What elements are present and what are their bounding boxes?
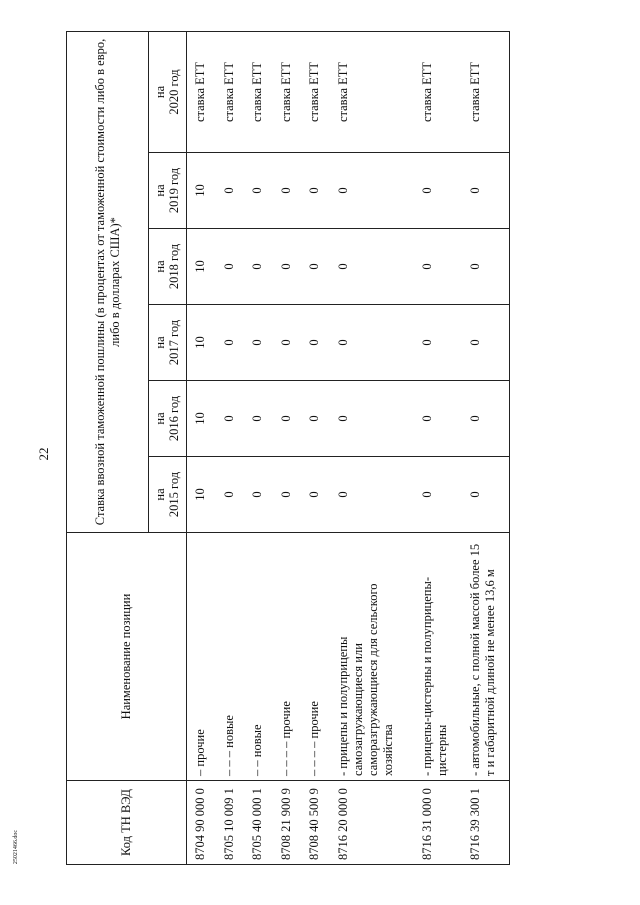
- cell-name: - прицепы-цистерны и полуприцепы-цистерны: [414, 533, 461, 781]
- cell-name: - автомобильные, с полной массой более 15 т и габаритной длиной не менее 13,6 м: [462, 533, 510, 781]
- cell-code: 8716 39 300 1: [462, 781, 510, 865]
- cell-rate: 0: [414, 381, 461, 457]
- year-prefix: на: [152, 260, 167, 273]
- cell-rate: 0: [462, 229, 510, 305]
- column-header-name: Наименование позиции: [67, 533, 187, 781]
- column-header-year: [149, 457, 187, 533]
- cell-rate: 0: [216, 457, 245, 533]
- column-header-year: [149, 305, 187, 381]
- cell-rate: 0: [244, 153, 273, 229]
- cell-rate: 0: [216, 305, 245, 381]
- page-number: 22: [36, 447, 51, 461]
- column-header-rate: Ставка ввозной таможенной пошлины (в процентах от таможенной стоимости либо в евро, либо в долларах США)*: [67, 31, 149, 532]
- cell-rate: 0: [301, 457, 330, 533]
- cell-name: – прочие: [187, 533, 216, 781]
- cell-rate: 0: [244, 229, 273, 305]
- cell-code: 8708 21 900 9: [273, 781, 302, 865]
- cell-rate: 10: [187, 305, 216, 381]
- cell-code: 8716 31 000 0: [414, 781, 461, 865]
- year-label: 2015 год: [166, 471, 181, 518]
- cell-rate: 0: [330, 229, 414, 305]
- cell-rate: 10: [187, 381, 216, 457]
- cell-rate: ставка ЕТТ: [414, 31, 461, 152]
- column-header-year: [149, 229, 187, 305]
- cell-rate: 0: [244, 457, 273, 533]
- cell-rate: 0: [330, 305, 414, 381]
- cell-rate: 0: [301, 153, 330, 229]
- cell-code: 8708 40 500 9: [301, 781, 330, 865]
- cell-rate: 0: [216, 153, 245, 229]
- table-row: [301, 31, 330, 864]
- cell-name: – – – – прочие: [273, 533, 302, 781]
- cell-rate: 0: [273, 305, 302, 381]
- table-row: [244, 31, 273, 864]
- cell-rate: 0: [273, 229, 302, 305]
- year-label: 2020 год: [166, 69, 181, 115]
- cell-rate: 0: [330, 153, 414, 229]
- year-label: 2016 год: [166, 395, 181, 442]
- cell-rate: 0: [462, 381, 510, 457]
- cell-rate: 0: [216, 229, 245, 305]
- table-row: [187, 31, 216, 864]
- year-prefix: на: [152, 184, 167, 197]
- cell-rate: 0: [462, 305, 510, 381]
- cell-rate: ставка ЕТТ: [330, 31, 414, 152]
- year-prefix: на: [152, 412, 167, 425]
- cell-rate: 0: [462, 153, 510, 229]
- table-row: [216, 31, 245, 864]
- cell-rate: ставка ЕТТ: [187, 31, 216, 152]
- table-row: [414, 31, 461, 864]
- cell-rate: 0: [244, 305, 273, 381]
- year-prefix: на: [152, 336, 167, 349]
- cell-rate: 0: [273, 381, 302, 457]
- cell-rate: 0: [414, 305, 461, 381]
- cell-rate: 0: [301, 381, 330, 457]
- table-row: [462, 31, 510, 864]
- column-header-code: Код ТН ВЭД: [67, 781, 187, 865]
- year-label: 2019 год: [166, 167, 181, 214]
- rotated-table-container: [66, 32, 510, 865]
- cell-rate: 0: [414, 229, 461, 305]
- cell-rate: 0: [244, 381, 273, 457]
- cell-name: – – новые: [244, 533, 273, 781]
- cell-rate: ставка ЕТТ: [216, 31, 245, 152]
- cell-rate: 0: [414, 153, 461, 229]
- cell-rate: ставка ЕТТ: [462, 31, 510, 152]
- cell-code: 8705 40 000 1: [244, 781, 273, 865]
- tariff-table: [66, 31, 510, 865]
- cell-name: - прицепы и полуприцепы самозагружающиеся или саморазгружающиеся для сельского хозяйства: [330, 533, 414, 781]
- year-label: 2017 год: [166, 319, 181, 366]
- cell-rate: 0: [216, 381, 245, 457]
- cell-rate: 10: [187, 229, 216, 305]
- cell-code: 8704 90 000 0: [187, 781, 216, 865]
- cell-rate: ставка ЕТТ: [244, 31, 273, 152]
- column-header-year: [149, 31, 187, 152]
- column-header-year: [149, 381, 187, 457]
- file-reference: 25021466.doc: [13, 829, 19, 865]
- year-prefix: на: [152, 488, 167, 501]
- cell-rate: 0: [301, 305, 330, 381]
- cell-code: 8716 20 000 0: [330, 781, 414, 865]
- cell-code: 8705 10 009 1: [216, 781, 245, 865]
- cell-rate: 0: [462, 457, 510, 533]
- cell-rate: 0: [414, 457, 461, 533]
- cell-rate: 0: [273, 457, 302, 533]
- cell-rate: 0: [301, 229, 330, 305]
- table-row: [330, 31, 414, 864]
- cell-rate: ставка ЕТТ: [273, 31, 302, 152]
- cell-name: – – – новые: [216, 533, 245, 781]
- cell-rate: 0: [273, 153, 302, 229]
- cell-name: – – – – прочие: [301, 533, 330, 781]
- cell-rate: ставка ЕТТ: [301, 31, 330, 152]
- column-header-year: [149, 153, 187, 229]
- cell-rate: 0: [330, 381, 414, 457]
- cell-rate: 10: [187, 457, 216, 533]
- year-label: 2018 год: [166, 243, 181, 290]
- table-row: [273, 31, 302, 864]
- year-prefix: на: [152, 85, 167, 99]
- cell-rate: 10: [187, 153, 216, 229]
- cell-rate: 0: [330, 457, 414, 533]
